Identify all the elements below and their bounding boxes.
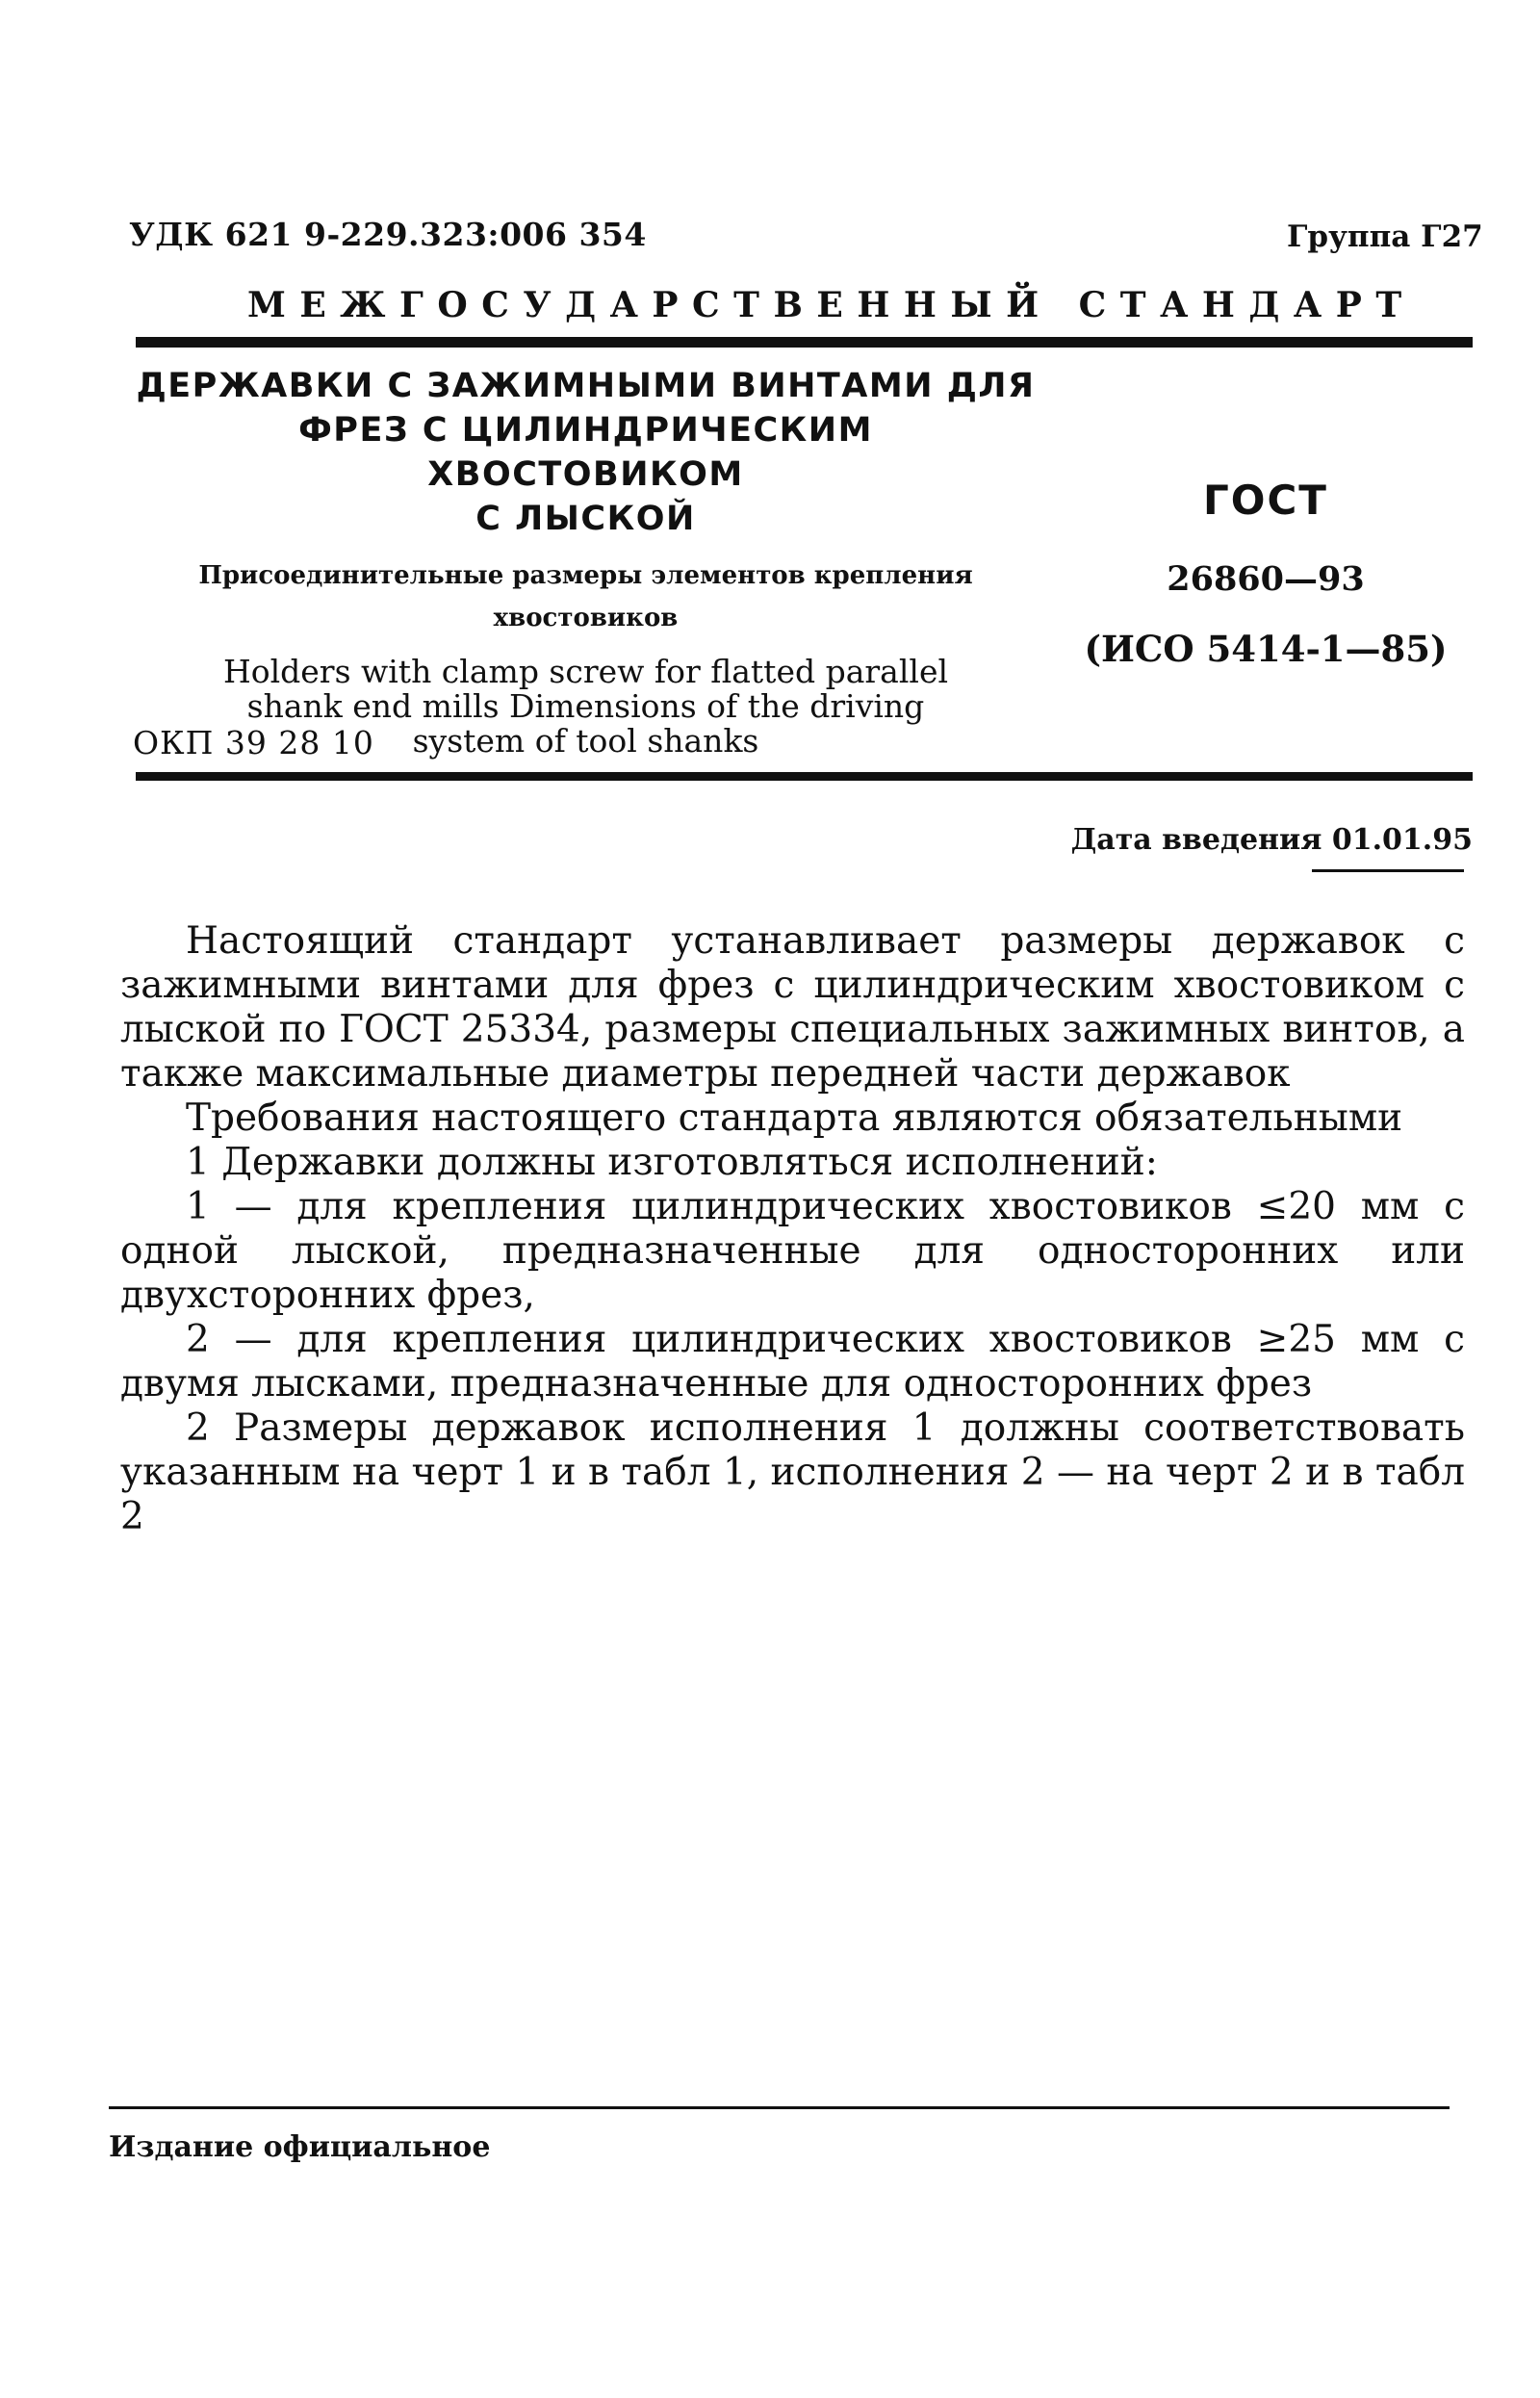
- group-code: Группа Г27: [1287, 219, 1483, 254]
- english-title-line: shank end mills Dimensions of the driving: [246, 687, 925, 725]
- document-title: [136, 364, 1036, 541]
- top-divider: [136, 337, 1473, 348]
- title-line: ФРЕЗ С ЦИЛИНДРИЧЕСКИМ ХВОСТОВИКОМ: [298, 411, 873, 494]
- okp-code: ОКП 39 28 10: [133, 724, 374, 761]
- title-line: С ЛЫСКОЙ: [475, 500, 696, 538]
- iso-reference: (ИСО 5414-1—85): [1084, 628, 1448, 670]
- paragraph: Требования настоящего стандарта являются обязательными: [186, 1096, 1403, 1140]
- paragraph: Настоящий стандарт устанавливает размеры державок с зажимными винтами для фрез с цилиндрическим хвостовиком с лыской по ГОСТ 25334, размеры специальных зажимных винтов, а также максимальные диаметры передней части державок: [120, 919, 1465, 1096]
- bottom-divider: [136, 772, 1473, 781]
- standard-type-heading: МЕЖГОСУДАРСТВЕННЫЙ СТАНДАРТ: [247, 285, 1416, 325]
- gost-number: 26860—93: [1167, 559, 1365, 599]
- title-line: ДЕРЖАВКИ С ЗАЖИМНЫМИ ВИНТАМИ ДЛЯ: [136, 367, 1036, 405]
- footer-divider: [109, 2106, 1450, 2109]
- gost-label: ГОСТ: [1203, 477, 1328, 524]
- date-underline: [1312, 869, 1464, 872]
- introduction-date: Дата введения 01.01.95: [1070, 823, 1473, 857]
- gost-designation: [1059, 472, 1473, 678]
- paragraph: 1 Державки должны изготовляться исполнений:: [186, 1141, 1158, 1184]
- paragraph: 2 — для крепления цилиндрических хвостовиков ≥25 мм с двумя лысками, предназначенные для односторонних фрез: [120, 1318, 1465, 1405]
- document-subtitle: [136, 554, 1036, 639]
- paragraph: 1 — для крепления цилиндрических хвостовиков ≤20 мм с одной лыской, предназначенные для односторонних или двухсторонних фрез,: [120, 1185, 1465, 1317]
- title-block: [136, 364, 1036, 759]
- english-title-line: Holders with clamp screw for flatted parallel: [222, 653, 949, 690]
- subtitle-line: хвостовиков: [493, 604, 679, 632]
- body-text: [120, 919, 1465, 1539]
- udk-code: УДК 621 9-229.323:006 354: [129, 216, 647, 253]
- english-title-line: system of tool shanks: [412, 722, 759, 760]
- subtitle-line: Присоединительные размеры элементов крепления: [198, 561, 973, 590]
- paragraph: 2 Размеры державок исполнения 1 должны соответствовать указанным на черт 1 и в табл 1, исполнения 2 — на черт 2 и в табл 2: [120, 1406, 1465, 1538]
- edition-note: Издание официальное: [109, 2130, 491, 2164]
